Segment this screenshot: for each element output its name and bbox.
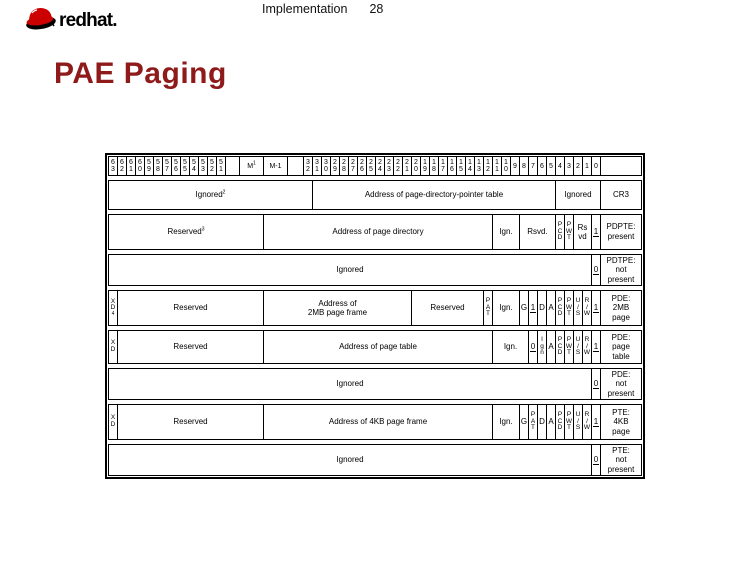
bit-header-cell-26: 2 6 — [357, 156, 367, 176]
field-cell: P C D — [555, 330, 565, 364]
field-cell: 1 — [528, 290, 538, 326]
field-cell: P A T — [483, 290, 493, 326]
field-cell: Rs vd — [573, 214, 592, 250]
row-label-pde-page-table: PDE: page table — [600, 330, 642, 364]
field-cell: D — [537, 290, 547, 326]
bit-header-cell-15: 1 5 — [456, 156, 466, 176]
field-cell: D — [537, 404, 547, 440]
field-cell: P W T — [564, 330, 574, 364]
bit-header-cell-6: 6 — [537, 156, 547, 176]
field-cell: P W T — [564, 404, 574, 440]
bit-header-cell-1: 1 — [582, 156, 592, 176]
field-cell: X D — [108, 404, 118, 440]
bit-header-gap-cell — [287, 156, 304, 176]
field-cell: 1 — [591, 404, 601, 440]
entry-row-pdpte-present — [108, 214, 642, 250]
field-cell: U / S — [573, 290, 583, 326]
field-cell: P C D — [555, 290, 565, 326]
bit-header-cell-m: $M^1$ — [239, 156, 264, 176]
field-cell: P C D — [555, 214, 565, 250]
field-cell: 1 — [591, 290, 601, 326]
field-cell: P W T — [564, 214, 574, 250]
section-title: Implementation — [262, 2, 348, 16]
row-label-pde-not-present: PDE: not present — [600, 368, 642, 400]
field-cell: I g n — [537, 330, 547, 364]
field-cell: G — [519, 404, 529, 440]
bit-header-cell-52: 5 2 — [207, 156, 217, 176]
field-cell: Reserved — [117, 404, 264, 440]
field-cell: Ignored$^2$ — [108, 180, 313, 210]
entry-row-pte-4kb-page — [108, 404, 642, 440]
field-cell: 1 — [591, 214, 601, 250]
bit-header-cell-56: 5 6 — [171, 156, 181, 176]
row-label-pdtpe-not-present: PDTPE: not present — [600, 254, 642, 286]
entry-row-pte-not-present — [108, 444, 642, 476]
bit-header-cell-19: 1 9 — [420, 156, 430, 176]
redhat-hat-icon — [24, 4, 58, 32]
bit-header-cell-20: 2 0 — [411, 156, 421, 176]
field-cell: R / W — [582, 290, 592, 326]
field-cell: R / W — [582, 330, 592, 364]
bit-header-cell-2: 2 — [573, 156, 583, 176]
field-cell: Ignored — [108, 254, 592, 286]
bit-header-cell-63: 6 3 — [108, 156, 118, 176]
wordmark-period: . — [112, 10, 117, 31]
bit-header-cell-28: 2 8 — [339, 156, 349, 176]
row-label-pte-4kb-page: PTE: 4KB page — [600, 404, 642, 440]
field-cell: A — [546, 290, 556, 326]
field-cell: Ign. — [492, 214, 520, 250]
bit-header-cell-30: 3 0 — [321, 156, 331, 176]
field-cell: Address of page-directory-pointer table — [312, 180, 556, 210]
field-cell: U / S — [573, 330, 583, 364]
field-cell: X D — [108, 330, 118, 364]
bit-number-header-row — [108, 156, 642, 176]
bit-header-cell-16: 1 6 — [447, 156, 457, 176]
field-cell: 1 — [591, 330, 601, 364]
field-cell: Ign. — [492, 290, 520, 326]
bit-header-cell-51: 5 1 — [216, 156, 226, 176]
bit-header-cell-14: 1 4 — [465, 156, 475, 176]
field-cell: U / S — [573, 404, 583, 440]
field-cell: 0 — [591, 444, 601, 476]
bit-header-cell-55: 5 5 — [180, 156, 190, 176]
page-number: 28 — [369, 2, 384, 16]
bit-header-cell-21: 2 1 — [402, 156, 412, 176]
row-label-pde-2mb-page: PDE: 2MB page — [600, 290, 642, 326]
field-cell: Reserved — [117, 290, 264, 326]
field-cell: A — [546, 404, 556, 440]
bit-header-cell-9: 9 — [510, 156, 520, 176]
bit-header-gap-cell — [600, 156, 642, 176]
field-cell: Ign. — [492, 404, 520, 440]
field-cell: Reserved — [411, 290, 484, 326]
bit-header-cell-4: 4 — [555, 156, 565, 176]
row-label-pte-not-present: PTE: not present — [600, 444, 642, 476]
field-cell: Reserved — [117, 330, 264, 364]
bit-header-cell-11: 1 1 — [492, 156, 502, 176]
bit-header-cell-12: 1 2 — [483, 156, 493, 176]
bit-header-cell-27: 2 7 — [348, 156, 358, 176]
page-header — [262, 2, 383, 16]
entry-row-cr3 — [108, 180, 642, 210]
redhat-wordmark — [59, 11, 117, 32]
bit-header-cell-3: 3 — [564, 156, 574, 176]
bit-header-cell-7: 7 — [528, 156, 538, 176]
bit-header-cell-23: 2 3 — [384, 156, 394, 176]
field-cell: Ignored — [108, 368, 592, 400]
bit-header-cell-10: 1 0 — [501, 156, 511, 176]
row-label-pdpte-present: PDPTE: present — [600, 214, 642, 250]
field-cell: Address of 2MB page frame — [263, 290, 412, 326]
field-cell: Address of page table — [263, 330, 493, 364]
bit-header-cell-18: 1 8 — [429, 156, 439, 176]
field-cell: Ignored — [555, 180, 601, 210]
field-cell: Rsvd. — [519, 214, 556, 250]
wordmark-red: red — [59, 10, 87, 31]
bit-header-cell-53: 5 3 — [198, 156, 208, 176]
redhat-logo — [24, 4, 117, 32]
entry-row-pdtpe-not-present — [108, 254, 642, 286]
bit-header-cell-25: 2 5 — [366, 156, 376, 176]
field-cell: 0 — [591, 368, 601, 400]
bit-header-cell-0: 0 — [591, 156, 601, 176]
bit-header-gap-cell — [225, 156, 240, 176]
entry-row-pde-not-present — [108, 368, 642, 400]
bit-header-cell-m-1: M-1 — [263, 156, 288, 176]
field-cell: X D 4 — [108, 290, 118, 326]
bit-header-cell-22: 2 2 — [393, 156, 403, 176]
bit-header-cell-32: 3 2 — [303, 156, 313, 176]
field-cell: Ign. — [492, 330, 529, 364]
row-label-cr3: CR3 — [600, 180, 642, 210]
bit-header-cell-8: 8 — [519, 156, 529, 176]
field-cell: Ignored — [108, 444, 592, 476]
field-cell: Address of 4KB page frame — [263, 404, 493, 440]
wordmark-hat: hat — [86, 10, 113, 31]
field-cell: 0 — [591, 254, 601, 286]
bit-header-cell-5: 5 — [546, 156, 556, 176]
field-cell: R / W — [582, 404, 592, 440]
bit-header-cell-13: 1 3 — [474, 156, 484, 176]
field-cell: 0 — [528, 330, 538, 364]
bit-header-cell-58: 5 8 — [153, 156, 163, 176]
bit-header-cell-31: 3 1 — [312, 156, 322, 176]
field-cell: A — [546, 330, 556, 364]
slide-title: PAE Paging — [54, 57, 227, 90]
bit-header-cell-59: 5 9 — [144, 156, 154, 176]
entry-row-pde-2mb-page — [108, 290, 642, 326]
bit-header-cell-57: 5 7 — [162, 156, 172, 176]
bit-header-cell-54: 5 4 — [189, 156, 199, 176]
entry-row-pde-page-table — [108, 330, 642, 364]
bit-header-cell-17: 1 7 — [438, 156, 448, 176]
field-cell: G — [519, 290, 529, 326]
field-cell: P C D — [555, 404, 565, 440]
bit-header-cell-29: 2 9 — [330, 156, 340, 176]
field-cell: Reserved$^3$ — [108, 214, 264, 250]
bit-header-cell-62: 6 2 — [117, 156, 127, 176]
bit-header-cell-61: 6 1 — [126, 156, 136, 176]
bit-header-cell-24: 2 4 — [375, 156, 385, 176]
bit-header-cell-60: 6 0 — [135, 156, 145, 176]
field-cell: P A T — [528, 404, 538, 440]
pae-paging-structure-table — [105, 153, 645, 479]
field-cell: Address of page directory — [263, 214, 493, 250]
field-cell: P W T — [564, 290, 574, 326]
